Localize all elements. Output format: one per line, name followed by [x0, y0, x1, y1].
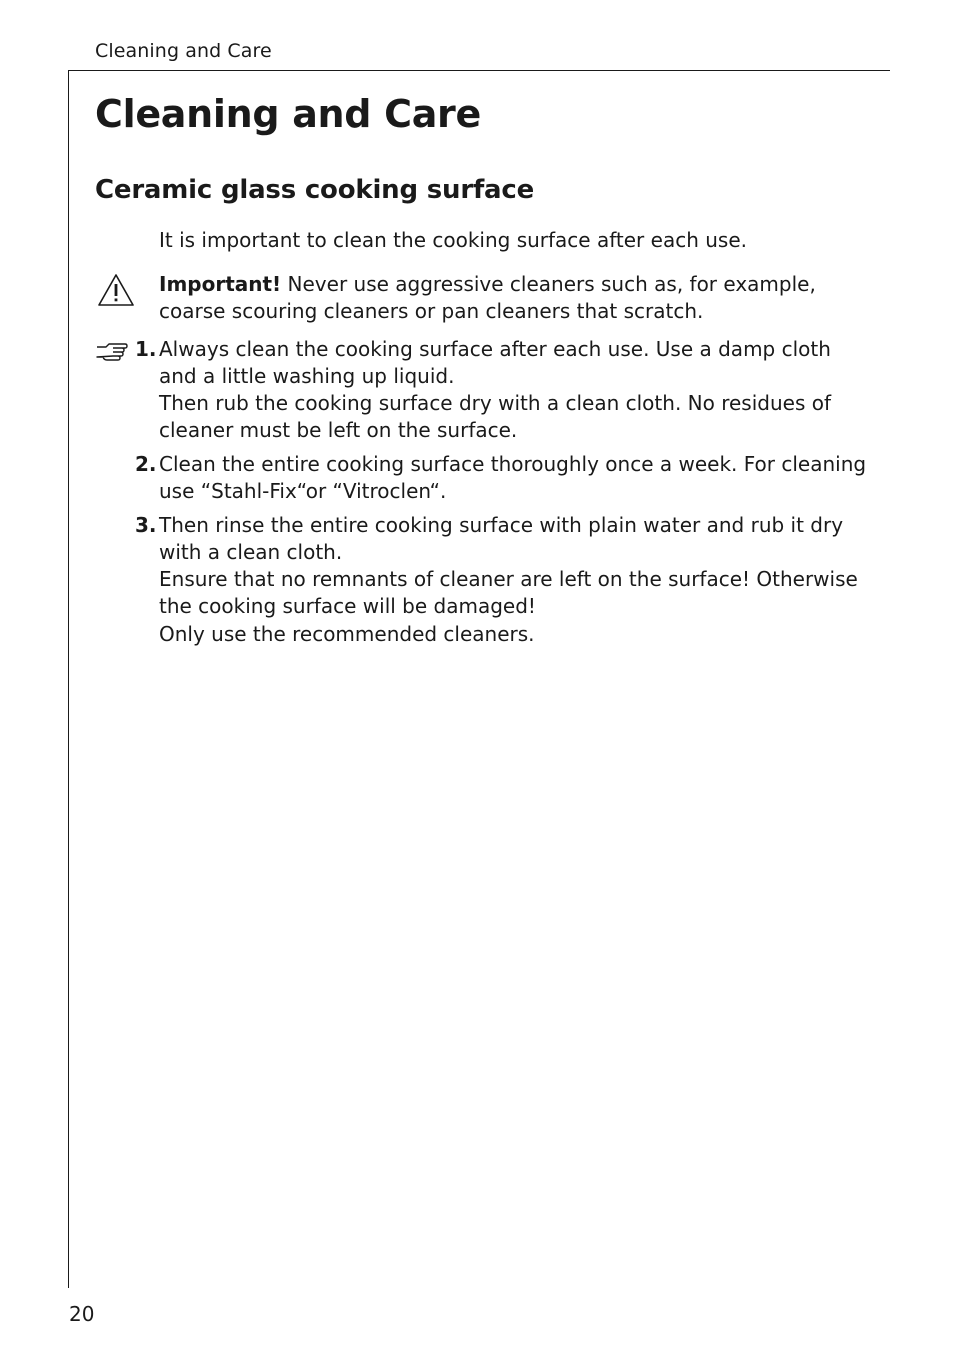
header-rule	[68, 70, 890, 71]
step-text: Then rub the cooking surface dry with a clean cloth. No residues of cleaner must be left on the surface.	[159, 391, 832, 442]
page-number: 20	[69, 1302, 95, 1326]
warning-triangle-icon	[96, 272, 136, 308]
step-text: Then rinse the entire cooking surface with plain water and rub it dry with a clean cloth.	[159, 513, 844, 564]
warning-body: Never use aggressive cleaners such as, for example, coarse scouring cleaners or pan cleaners that scratch.	[159, 272, 816, 323]
step-text: Always clean the cooking surface after each use. Use a damp cloth and a little washing up liquid.	[159, 337, 831, 388]
warning-text	[159, 271, 869, 325]
intro-text: It is important to clean the cooking surface after each use.	[159, 228, 747, 252]
step-text: Only use the recommended cleaners.	[159, 622, 535, 646]
step-number: 3.	[135, 513, 157, 537]
running-header: Cleaning and Care	[95, 40, 272, 62]
page-title: Cleaning and Care	[95, 92, 481, 136]
pointing-hand-icon	[95, 339, 129, 361]
margin-rule	[68, 70, 69, 1288]
section-title: Ceramic glass cooking surface	[95, 175, 535, 205]
step-text: Ensure that no remnants of cleaner are left on the surface! Otherwise the cooking surface will be damaged!	[159, 567, 858, 618]
step-number: 1.	[135, 337, 157, 361]
step-number: 2.	[135, 452, 157, 476]
warning-label: Important!	[159, 272, 282, 296]
step-text: Clean the entire cooking surface thoroughly once a week. For cleaning use “Stahl-Fix“or “Vitroclen“.	[159, 452, 867, 503]
